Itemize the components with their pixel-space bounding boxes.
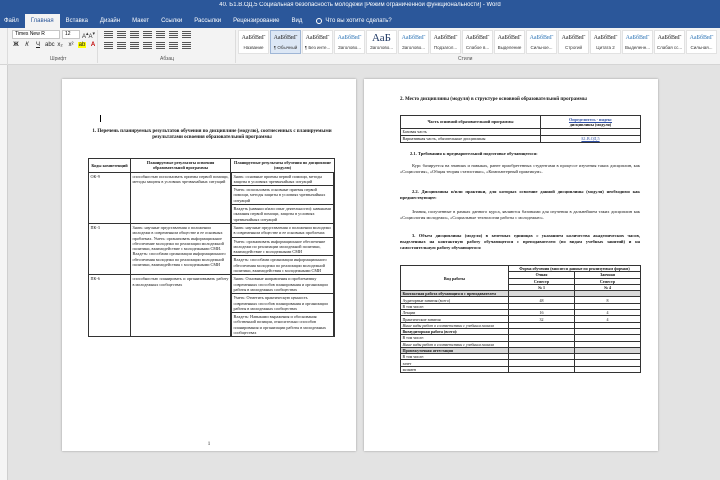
place-row-value (541, 128, 641, 135)
section3-heading: 3. Объем дисциплины (модуля) в зачетных единицах с указанием количества академических часов, выделенных на контактную работу обучающегося с преподавателем (по видам учебных занятий) и на самостоятельную работу обучающегося (400, 233, 640, 250)
title-bar (0, 0, 720, 28)
learning-own: Владеть: Навыками выражения и обоснования собственной позиции, относительно способов планирования и организации работы в молодежных сообществах (231, 313, 334, 336)
tell-me-label: Что вы хотите сделать? (325, 18, 392, 24)
learning-know: Знать: научные представления о положении молодежи в современном обществе и ее основных проблемах (231, 224, 334, 238)
font-format-row (12, 42, 97, 48)
table-header-cell (541, 116, 641, 129)
numbering-icon[interactable] (117, 31, 126, 38)
table-header-cell: Планируемые результаты освоения образовательной программы (131, 159, 231, 173)
font-name-combo[interactable]: Times New R (12, 30, 60, 39)
table-row (89, 223, 335, 274)
zaochnaya-header: Заочная (575, 272, 641, 278)
section2-heading: 2. Место дисциплины (модуля) в структуре основной образовательной программы (400, 97, 587, 102)
page1-heading: 1. Перечень планируемых результатов обучения по дисциплине (модулю), соотнесенных с планируемыми результатами освоения образовательной программы (92, 129, 332, 140)
work-type-label: В том числе: (401, 335, 509, 341)
place-row-label: Базовая часть (401, 128, 541, 135)
work-type-label: зачет (401, 360, 509, 366)
style-heading-3[interactable] (398, 30, 429, 54)
tab-review[interactable]: Рецензирование (233, 18, 280, 24)
tab-design[interactable]: Дизайн (99, 18, 121, 24)
learning-know: Знать: основные приемы первой помощи, методы защиты в условиях чрезвычайных ситуаций (231, 173, 334, 187)
ribbon (0, 28, 720, 65)
competency-code: ПК-3 (89, 223, 131, 274)
style-subtle-emphasis[interactable] (462, 30, 493, 54)
table-header-row (401, 116, 641, 129)
style-subtitle[interactable] (430, 30, 461, 54)
table-header-row (89, 159, 335, 173)
hours-zaochnaya (575, 366, 641, 372)
decrease-indent-icon[interactable] (143, 31, 152, 38)
work-type-label: экзамен (401, 366, 509, 372)
table-row (89, 275, 335, 337)
style-label: Слабое в... (465, 45, 490, 50)
competency-code: ПК-6 (89, 275, 131, 337)
bold-button[interactable]: Ж (13, 42, 19, 48)
hours-ochnaya: 32 (509, 316, 575, 322)
style-intense-emphasis[interactable] (526, 30, 557, 54)
increase-indent-icon[interactable] (156, 31, 165, 38)
hours-zaochnaya: 4 (575, 310, 641, 316)
style-sample: АаБбВвГ (561, 35, 586, 41)
work-type-label: Внеаудиторная работа (всего): (401, 328, 509, 334)
strikethrough-button[interactable]: abc (45, 42, 55, 48)
pilcrow-icon[interactable] (182, 31, 191, 38)
style-quote-2[interactable] (590, 30, 621, 54)
styles-group-label: Стили (458, 56, 473, 62)
requirements-heading: 2.1. Требования к предварительной подготовке обучающегося: (410, 151, 538, 156)
competency-result: Знать: научные представления о положении молодежи в современном обществе и ее основных проблемах. Уметь: организовать информационное обеспечение молодежи по реализации молодежной политики, взаимодействие с молодежными СМИ. Владеть: способами организации информационного обеспечения молодежи по реализации молодежной политики, взаимодействия с молодежными СМИ (131, 223, 231, 274)
semester-number: № 4 (575, 284, 641, 290)
style-subtle-reference[interactable] (654, 30, 685, 54)
font-group (10, 30, 98, 63)
semester-number: № 1 (509, 284, 575, 290)
style-label: Сильная... (690, 45, 713, 50)
style-label: Заголово... (370, 45, 393, 50)
tab-mailings[interactable]: Рассылки (194, 18, 222, 24)
work-type-header: Вид работы (401, 266, 509, 291)
italic-button[interactable]: К (25, 42, 29, 48)
competency-result: способностью использовать приемы первой помощи, методы защиты в условиях чрезвычайных ситуаций (131, 172, 231, 223)
work-type-label: Иные виды работ в соответствии с учебным планом (401, 341, 509, 347)
work-type-label: В том числе: (401, 303, 509, 309)
competencies-table (88, 158, 335, 337)
table-row (89, 172, 335, 223)
learning-can: Уметь: использовать основные приемы первой помощи, методы защиты в условиях чрезвычайных ситуаций (231, 186, 334, 205)
learning-know: Знать: Основные направления и проблематику современных способов планирования и организации работы в молодежных сообществах (231, 275, 334, 294)
style-sample: АаБбВвГ (657, 35, 682, 41)
style-label: Название (243, 45, 264, 50)
align-left-icon[interactable] (104, 42, 113, 49)
next-disciplines-heading: 2.2. Дисциплины и/или практики, для которых освоение данной дисциплины (модуля) необходимо как предшествующее: (400, 189, 640, 200)
discipline-index[interactable]: Б1.В.ОД.5 (581, 136, 600, 142)
tell-me-box[interactable] (316, 18, 391, 24)
style-sample: АаБбВвГ (433, 35, 458, 41)
learning-can: Уметь: организовать информационное обеспечение молодежи по реализации молодежной политики, взаимодействие с молодежными СМИ (231, 238, 334, 257)
style-heading-1[interactable] (334, 30, 365, 54)
bullets-icon[interactable] (104, 31, 113, 38)
table-row (401, 128, 641, 135)
work-type-label: Контактная работа обучающихся с преподавателем (401, 291, 509, 297)
style-sample: АаБбВвГ (529, 35, 554, 41)
style-sample: АаБбВвГ (305, 35, 330, 41)
font-color-button[interactable]: A (90, 42, 96, 48)
style-sample: АаБбВвГ (401, 35, 426, 41)
align-center-icon[interactable] (117, 42, 126, 49)
hours-ochnaya: 16 (509, 310, 575, 316)
tab-view[interactable]: Вид (291, 18, 303, 24)
style-label: Выделенн... (624, 45, 651, 50)
paragraph-group-label: Абзац (160, 56, 175, 62)
subscript-button[interactable]: x₂ (57, 42, 63, 48)
styles-gallery (238, 30, 720, 63)
style-sample: АаБбВвГ (241, 35, 266, 41)
style-emphasis[interactable] (494, 30, 525, 54)
tab-home[interactable]: Главная (25, 14, 60, 28)
style-sample: АаБбВвГ (465, 35, 490, 41)
hours-ochnaya (509, 366, 575, 372)
semester-header: Семестр (509, 278, 575, 284)
justify-icon[interactable] (143, 42, 152, 49)
discipline-place-table (400, 115, 641, 143)
table-header-cell: Коды компетенций (89, 159, 131, 173)
tab-file[interactable]: Файл (4, 18, 19, 24)
align-right-icon[interactable] (130, 42, 139, 49)
style-sample: АаБ (372, 32, 391, 44)
table-header-cell: Часть основной образовательной программы (401, 116, 541, 129)
style-intense-quote[interactable] (622, 30, 653, 54)
table-header-cell: Планируемые результаты обучения по дисциплине (модулю) (231, 159, 335, 173)
style-label: Выделение (497, 45, 522, 50)
requirements-text: Курс базируется на знаниях и навыках, ранее приобретенных студентами в процессе изучения таких дисциплин, как «Социология», «Общая теория статистики», «Компьютерный практикум». (400, 163, 640, 174)
learning-can: Уметь: Отметить практическую ценность современных способов планирования и организации работы в молодежных сообществах (231, 294, 334, 313)
font-group-label: Шрифт (50, 56, 67, 62)
style-label: Слабая сс... (656, 45, 683, 50)
place-row-value (541, 135, 641, 142)
learning-own: Владеть (навыки и/или опыт деятельности): навыками оказания первой помощи, защиты в условиях чрезвычайных ситуаций (231, 205, 334, 223)
style-label: Строгий (565, 45, 582, 50)
competency-result: способностью планировать и организовывать работу в молодежных сообществах (131, 275, 231, 337)
style-sample: АаБбВвГ (689, 35, 714, 41)
paragraph-icons-row1 (104, 31, 191, 38)
style-intense-reference[interactable] (686, 30, 717, 54)
hours-ochnaya: 48 (509, 297, 575, 303)
window-title: 40. Б1.В.ОД.5 Социальная безопасность молодежи [Режим ограниченной функциональности] - Word (219, 2, 501, 8)
style-label: ¶ Без инте... (304, 45, 331, 50)
borders-icon[interactable] (182, 42, 191, 49)
style-label: Заголово... (402, 45, 425, 50)
grow-font-icon[interactable]: A▴A▾ (82, 31, 96, 40)
style-strong[interactable] (558, 30, 589, 54)
volume-table (400, 265, 641, 373)
style-title[interactable] (238, 30, 269, 54)
font-size-combo[interactable]: 12 (62, 30, 80, 39)
style-label: ¶ Обычный (273, 45, 298, 50)
underline-button[interactable]: Ч (36, 42, 40, 48)
hours-zaochnaya: 8 (575, 297, 641, 303)
paragraph-icons-row2 (104, 42, 191, 49)
style-label: Заголово... (338, 45, 361, 50)
clipboard-group (0, 28, 8, 65)
style-no-spacing[interactable] (302, 30, 333, 54)
tab-layout[interactable]: Макет (132, 18, 150, 24)
learning-results-cell (231, 172, 335, 223)
document-area[interactable] (0, 65, 720, 480)
style-sample: АаБбВвГ (625, 35, 650, 41)
style-label: Цитата 2 (596, 45, 615, 50)
learning-results-cell (231, 275, 335, 337)
learning-own: Владеть: способами организации информационного обеспечения молодежи по реализации молодежной политики, взаимодействия с молодежными СМИ (231, 256, 334, 274)
vertical-ruler (0, 65, 8, 480)
style-heading-2[interactable] (366, 30, 397, 54)
style-sample: АаБбВвГ (273, 35, 298, 41)
ochnaya-header: Очная (509, 272, 575, 278)
style-label: Подзагол... (433, 45, 458, 50)
form-header: Форма обучения (вносятся данные по реализуемым формам) (509, 266, 641, 272)
text-cursor (100, 115, 101, 122)
paragraph-group (100, 30, 236, 63)
style-sample: АаБбВвГ (593, 35, 618, 41)
work-type-label: Промежуточная аттестация (401, 347, 509, 353)
tab-references[interactable]: Ссылки (161, 18, 183, 24)
hours-zaochnaya: 4 (575, 316, 641, 322)
semester-header: Семестр (575, 278, 641, 284)
discipline-index-link[interactable]: Определитесь - индекс (568, 116, 613, 122)
line-spacing-icon[interactable] (156, 42, 165, 49)
table-row (401, 135, 641, 142)
table-row (401, 366, 641, 372)
sort-icon[interactable] (169, 31, 178, 38)
highlight-button[interactable]: ab (78, 42, 86, 48)
competency-code: ОК-9 (89, 172, 131, 223)
multilevel-list-icon[interactable] (130, 31, 139, 38)
ribbon-tabs (0, 14, 392, 28)
style-label: Сильное... (530, 45, 553, 50)
discipline-index-subheader: дисциплины (модуля) (569, 121, 612, 127)
next-disciplines-text: Знания, полученные в рамках данного курса, являются базовыми для изучения в дальнейшем таких дисциплин как «Социология молодежи», «Социальные технологии работы с молодежью». (400, 209, 640, 220)
tab-insert[interactable]: Вставка (65, 18, 88, 24)
page-2[interactable] (364, 79, 658, 451)
page-number: 1 (207, 442, 211, 447)
work-type-label: Лекции (401, 310, 509, 316)
learning-results-cell (231, 223, 335, 274)
work-type-label: Иные виды работ в соответствии с учебным планом (401, 322, 509, 328)
work-type-label: Практические занятия (401, 316, 509, 322)
work-type-label: Аудиторные занятия (всего) (401, 297, 509, 303)
table-header-row (401, 266, 641, 272)
style-sample: АаБбВвГ (497, 35, 522, 41)
page-1[interactable] (62, 79, 356, 451)
work-type-label: В том числе: (401, 354, 509, 360)
place-row-label: Вариативная часть, обязательные дисциплины (401, 135, 541, 142)
shading-icon[interactable] (169, 42, 178, 49)
lightbulb-icon (316, 18, 322, 24)
style-normal[interactable] (270, 30, 301, 54)
style-sample: АаБбВвГ (337, 35, 362, 41)
superscript-button[interactable]: x² (68, 42, 74, 48)
